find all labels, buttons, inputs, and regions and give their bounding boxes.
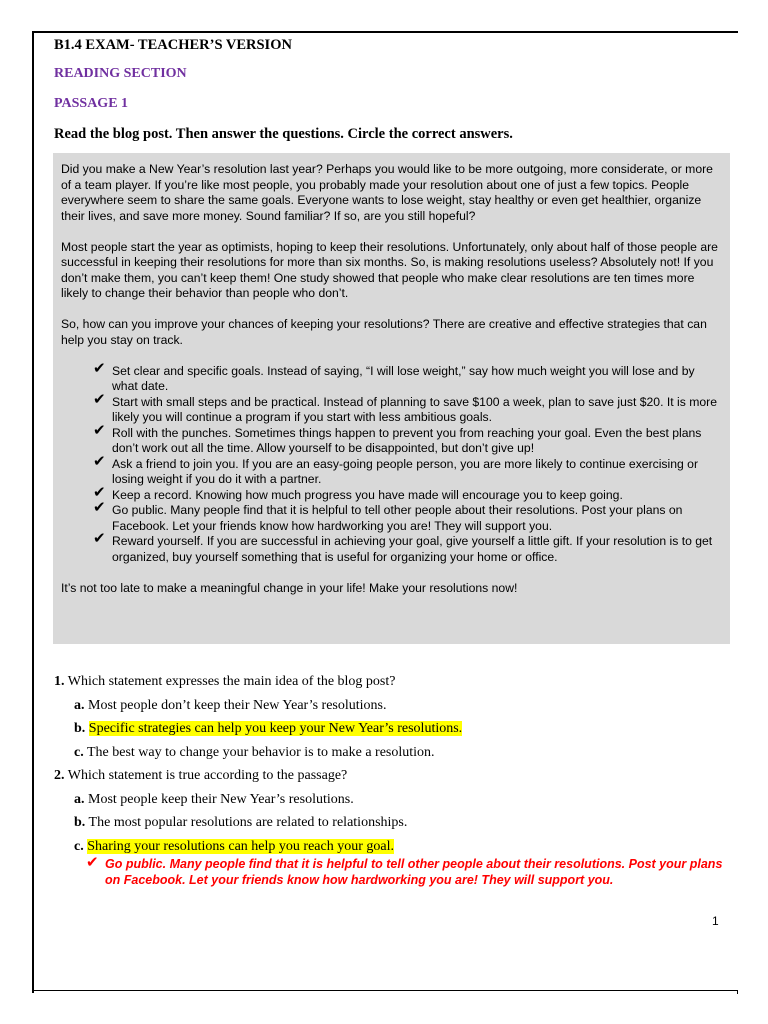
explanation-text: Go public. Many people find that it is helpful to tell other people about their resolutions. Post your plans on Facebook. Let your friends know how hardworking you are! They will support you. [105, 857, 723, 887]
question-2-option-b[interactable] [54, 811, 724, 835]
page-border-bottom [32, 990, 738, 991]
option-text: Most people don’t keep their New Year’s resolutions. [88, 697, 387, 713]
strategy-text: Ask a friend to join you. If you are an easy-going people person, you are more likely to continue exercising or losing weight if you do it with a partner. [112, 456, 699, 486]
blog-post-passage [53, 153, 730, 644]
blog-paragraph: Did you make a New Year’s resolution last year? Perhaps you would like to be more outgoing, more considerate, or more of a team player. If you’re like most people, you probably made your resolution about one of just a few topics. People everywhere seem to share the same goals. Everyone wants to lose weight, stay healthy or even get healthier, organize their lives, and save more money. Sound familiar? If so, are you still hopeful? [61, 162, 713, 223]
strategy-list [61, 358, 720, 566]
option-letter: b. [74, 721, 86, 736]
option-text: Most people keep their New Year’s resolutions. [88, 791, 354, 807]
page-border-left [32, 31, 34, 993]
option-letter: c. [74, 744, 84, 760]
blog-paragraph: Most people start the year as optimists, hoping to keep their resolutions. Unfortunately, only about half of those people are successful in keeping their resolutions for more than six months. So, is making resolutions useless? Absolutely not! If you don’t make them, you can’t keep them! One study showed that people who make clear resolutions are ten times more likely to change their behavior than people who don’t. [61, 239, 718, 300]
question-number: 1. [54, 674, 65, 689]
checkmark-icon: ✔ [93, 482, 106, 501]
page-border-corner [737, 990, 738, 994]
question-number: 2. [54, 768, 65, 783]
question-2-option-a[interactable] [54, 788, 724, 812]
strategy-text: Reward yourself. If you are successful in achieving your goal, give yourself a little gift. If your resolution is to get organized, buy yourself something that is useful for organizing your home or office. [112, 534, 713, 564]
question-1-option-c[interactable] [54, 741, 724, 765]
strategy-item [93, 498, 720, 534]
instructions: Read the blog post. Then answer the questions. Circle the correct answers. [54, 126, 513, 142]
question-text: Which statement expresses the main idea of the blog post? [67, 674, 396, 689]
option-letter: a. [74, 697, 85, 713]
option-letter: b. [74, 815, 86, 830]
checkmark-icon: ✔ [93, 420, 106, 439]
answer-explanation [54, 853, 724, 888]
checkmark-icon: ✔ [93, 358, 106, 377]
question-2-option-c[interactable] [54, 835, 724, 859]
question-2 [54, 764, 724, 788]
checkmark-icon: ✔ [86, 853, 99, 871]
strategy-item [93, 358, 720, 395]
blog-paragraph: So, how can you improve your chances of keeping your resolutions? There are creative and effective strategies that can help you stay on track. [61, 317, 707, 347]
strategy-item [93, 451, 720, 488]
checkmark-icon: ✔ [93, 498, 106, 516]
question-1 [54, 670, 724, 694]
option-letter: a. [74, 791, 85, 807]
section-heading: READING SECTION [54, 66, 187, 81]
strategy-item [93, 420, 720, 457]
blog-closing: It’s not too late to make a meaningful change in your life! Make your resolutions now! [61, 580, 518, 595]
exam-title: B1.4 EXAM- TEACHER’S VERSION [54, 37, 292, 53]
question-1-option-b[interactable] [54, 717, 724, 741]
question-1-option-a[interactable] [54, 694, 724, 718]
option-text: The most popular resolutions are related to relationships. [88, 815, 408, 830]
page-number: 1 [712, 914, 719, 928]
strategy-text: Roll with the punches. Sometimes things happen to prevent you from reaching your goal. Even the best plans don’t work out all the time. Allow yourself to be disappointed, but don’t give up! [112, 425, 702, 455]
strategy-text: Go public. Many people find that it is helpful to tell other people about their resolutions. Post your plans on Facebook. Let your friends know how hardworking you are! They will support you. [112, 503, 683, 533]
strategy-item [93, 482, 720, 504]
page-border-top [32, 31, 738, 33]
option-text: The best way to change your behavior is to make a resolution. [86, 744, 435, 760]
checkmark-icon: ✔ [93, 529, 106, 547]
strategy-item [93, 389, 720, 426]
strategy-text: Start with small steps and be practical. Instead of planning to save $100 a week, plan to save just $20. It is more likely you will continue a program if you start with less ambitious goals. [112, 394, 717, 424]
correct-answer-highlight: Specific strategies can help you keep your New Year’s resolutions. [88, 721, 463, 736]
passage-heading: PASSAGE 1 [54, 96, 129, 111]
strategy-item [93, 529, 720, 565]
checkmark-icon: ✔ [93, 389, 106, 408]
strategy-text: Keep a record. Knowing how much progress you have made will encourage you to keep going. [112, 487, 623, 502]
option-letter: c. [74, 838, 84, 854]
questions-section [54, 670, 724, 888]
strategy-text: Set clear and specific goals. Instead of saying, “I will lose weight,” say how much weight you will lose and by what date. [112, 363, 695, 393]
question-text: Which statement is true according to the passage? [67, 768, 348, 783]
checkmark-icon: ✔ [93, 451, 106, 470]
correct-answer-highlight: Sharing your resolutions can help you reach your goal. [87, 838, 394, 854]
